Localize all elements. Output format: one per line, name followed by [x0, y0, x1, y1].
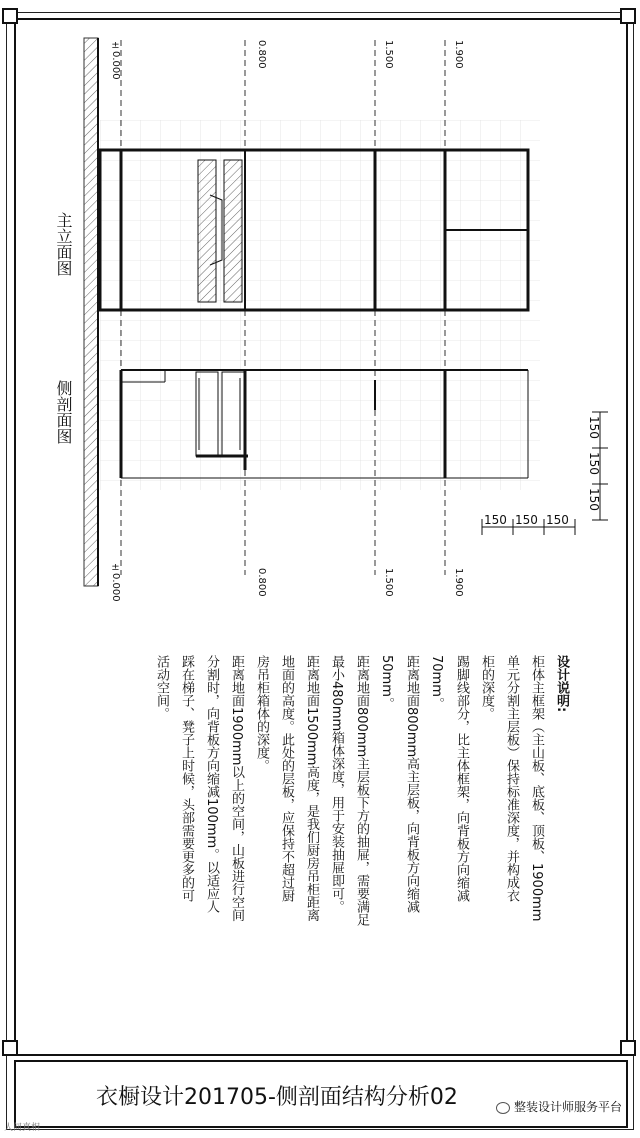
- level-label: 1.900: [453, 40, 464, 69]
- level-label: 1.500: [383, 40, 394, 69]
- dim-text: 150: [546, 513, 569, 527]
- note-line: 分割时，向背板方向缩减100mm。以适应人: [204, 655, 219, 914]
- note-line: 距离地面800mm高主层板，向背板方向缩减: [404, 655, 419, 914]
- note-line: 踩在梯子、凳子上时候，头部需要更多的可: [179, 655, 194, 902]
- note-line: 70mm。: [429, 655, 444, 710]
- brand-name: 整装设计师服务平台: [513, 1100, 622, 1114]
- note-line: 柜的深度。: [479, 655, 494, 720]
- dim-text: 150: [484, 513, 507, 527]
- background-grid: [100, 120, 540, 490]
- note-line: 房吊柜箱体的深度。: [254, 655, 269, 772]
- main-elevation-label: 主立面图: [54, 212, 73, 276]
- level-label: 0.800: [256, 40, 267, 69]
- corner-watermark: 人间真相: [4, 1123, 41, 1133]
- note-line: 地面的高度。此处的层板，应保持不超过厨: [279, 655, 294, 902]
- note-line: 距离地面1500mm高度，是我们厨房吊柜距离: [304, 655, 319, 922]
- note-line: 距离地面1900mm以上的空间，山板进行空间: [229, 655, 244, 922]
- dim-text: 150: [587, 452, 601, 475]
- level-label: ±0.000: [110, 562, 121, 602]
- dim-text: 150: [587, 416, 601, 439]
- note-line: 柜体主框架（主山板、底板、顶板、1900mm: [529, 655, 544, 922]
- note-line: 50mm。: [379, 655, 394, 710]
- design-notes: [151, 655, 572, 1050]
- footer-title: 衣橱设计201705-侧剖面结构分析02: [96, 1085, 458, 1110]
- chat-icon: [496, 1102, 510, 1114]
- dim-text: 150: [587, 488, 601, 511]
- dim-text: 150: [515, 513, 538, 527]
- brand-mark: [496, 1098, 622, 1115]
- level-label: 1.500: [383, 568, 394, 597]
- level-label: ±0.000: [110, 40, 121, 80]
- note-line: 最小480mm箱体深度，用于安装抽屉即可。: [329, 655, 344, 914]
- wall: [84, 38, 98, 586]
- notes-heading: 设计说明:: [554, 655, 569, 713]
- note-line: 距离地面800mm主层板下方的抽屉，需要满足: [354, 655, 369, 927]
- level-label: 1.900: [453, 568, 464, 597]
- side-section-label: 侧剖面图: [54, 380, 73, 444]
- note-line: 活动空间。: [154, 655, 169, 720]
- note-line: 单元分割主层板）保持标准深度，并构成衣: [504, 655, 519, 902]
- note-line: 踢脚线部分，比主体框架，向背板方向缩减: [454, 655, 469, 902]
- level-label: 0.800: [256, 568, 267, 597]
